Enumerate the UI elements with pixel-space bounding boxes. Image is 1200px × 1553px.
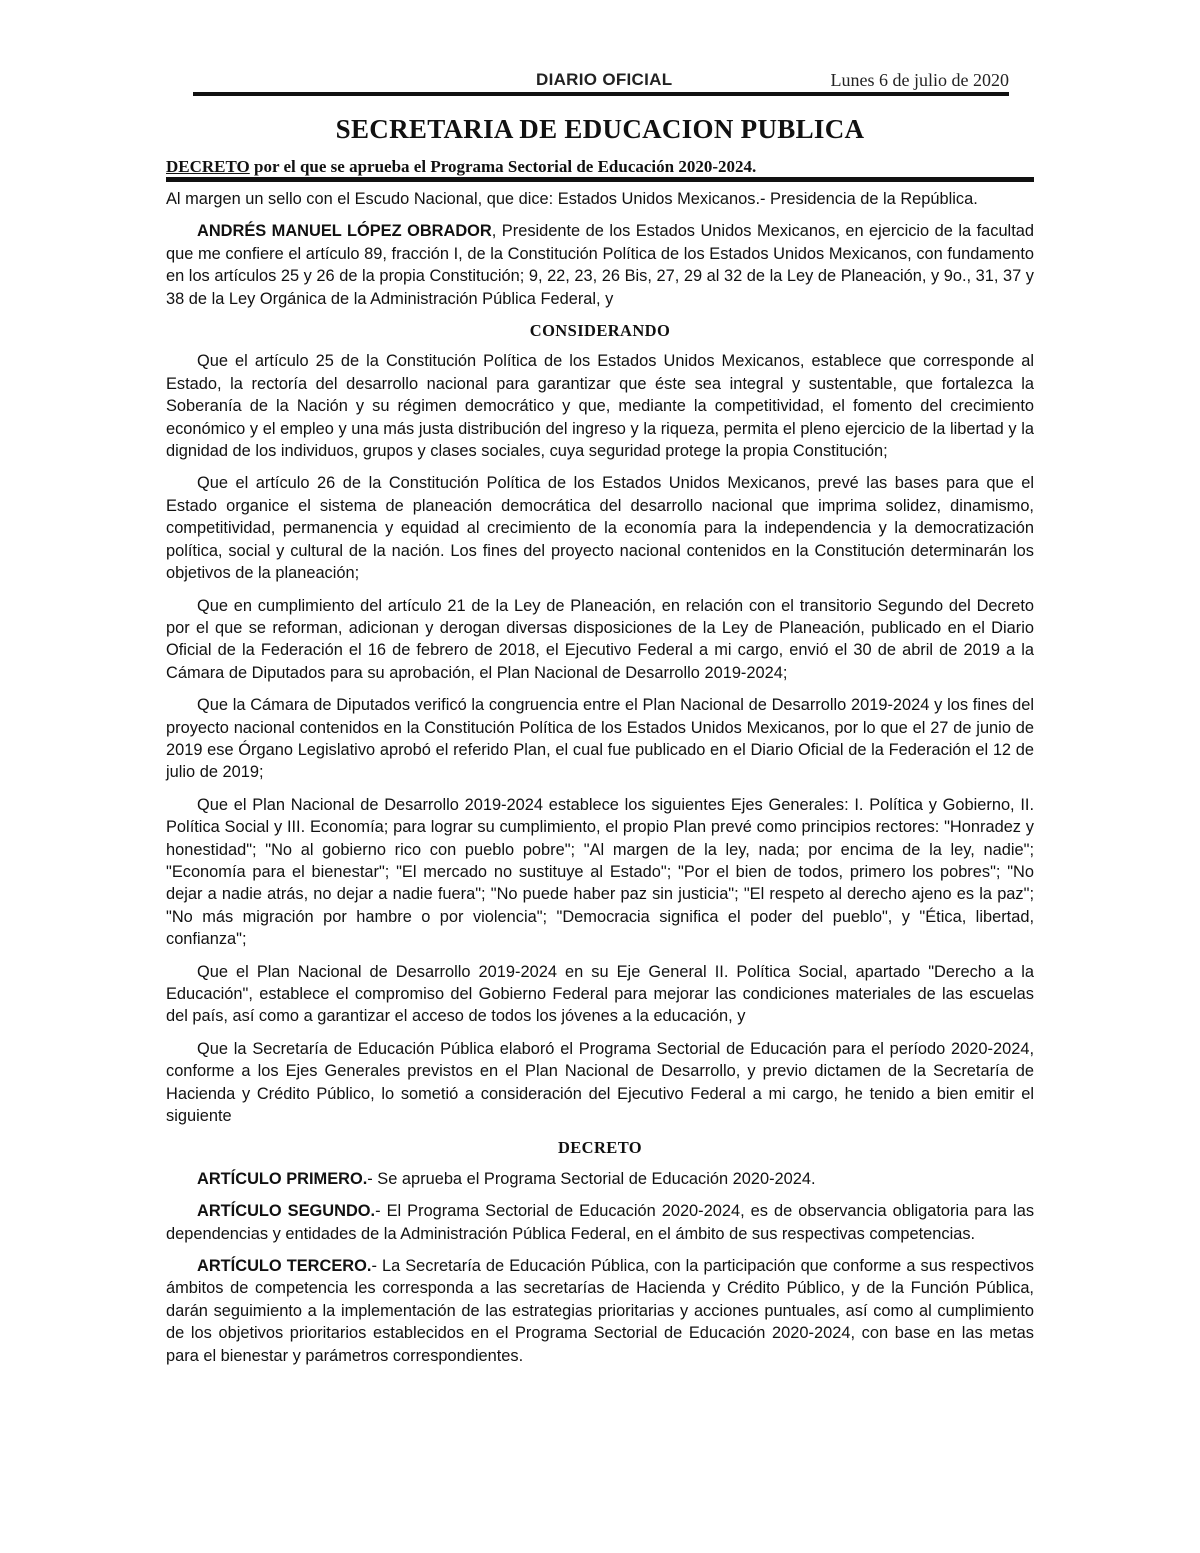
considerando-paragraph: Que el Plan Nacional de Desarrollo 2019-2024 en su Eje General II. Política Social, apartado "Derecho a la Educación", establece el compromiso del Gobierno Federal para mejorar las condiciones materiales de las escuelas del país, así como a garantizar el acceso de todos los jóvenes a la educación, y (166, 962, 1034, 1026)
document-body (166, 188, 1034, 1377)
publication-date: Lunes 6 de julio de 2020 (830, 70, 1009, 90)
considerando-paragraph: Que la Cámara de Diputados verificó la congruencia entre el Plan Nacional de Desarrollo 2019-2024 y los fines del proyecto nacional contenidos en la Constitución Política de los Estados Unidos Mexicanos, por lo que el 27 de junio de 2019 ese Órgano Legislativo aprobó el referido Plan, el cual fue publicado en el Diario Oficial de la Federación el 12 de julio de 2019; (166, 696, 1034, 782)
considerando-paragraph: Que la Secretaría de Educación Pública elaboró el Programa Sectorial de Educación para el período 2020-2024, conforme a los Ejes Generales previstos en el Plan Nacional de Desarrollo, y previo dictamen de la Secretaría de Hacienda y Crédito Público, lo sometió a consideración del Ejecutivo Federal a mi cargo, he tenido a bien emitir el siguiente (166, 1039, 1034, 1126)
publication-name: DIARIO OFICIAL (536, 70, 673, 89)
article-paragraph (166, 1200, 1034, 1245)
considerando-paragraph: Que el artículo 25 de la Constitución Política de los Estados Unidos Mexicanos, establece que corresponde al Estado, la rectoría del desarrollo nacional para garantizar que éste sea integral y sustentable, que fortalezca la Soberanía de la Nación y su régimen democrático y que, mediante la competitividad, el fomento del crecimiento económico y el empleo y una más justa distribución del ingreso y la riqueza, permita el pleno ejercicio de la libertad y la dignidad de los individuos, grupos y clases sociales, cuya seguridad protege la propia Constitución; (166, 352, 1034, 461)
title-rule (166, 177, 1034, 182)
intro-paragraph: Al margen un sello con el Escudo Nacional, que dice: Estados Unidos Mexicanos.- Presidencia de la República. (166, 190, 978, 208)
considerando-paragraph: Que el Plan Nacional de Desarrollo 2019-2024 establece los siguientes Ejes Generales: I. Política y Gobierno, II. Política Social y III. Economía; para lograr su cumplimiento, el propio Plan prevé como principios rectores: "Honradez y honestidad"; "No al gobierno rico con pueblo pobre"; "Al margen de la ley, nada; por encima de la ley, nadie"; "Economía para el bienestar"; "El mercado no sustituye al Estado"; "Por el bien de todos, primero los pobres"; "No dejar a nadie atrás, no dejar a nadie fuera"; "No puede haber paz sin justicia"; "El respeto al derecho ajeno es la paz"; "No más migración por hambre o por violencia"; "Democracia significa el poder del pueblo", y "Ética, libertad, confianza"; (166, 795, 1034, 949)
considerando-heading: CONSIDERANDO (529, 321, 671, 341)
preamble-text: , Presidente de los Estados Unidos Mexicanos, en ejercicio de la facultad que me confiere el artículo 89, fracción I, de la Constitución Política de los Estados Unidos Mexicanos, con fundamento en los artículos 25 y 26 de la propia Constitución; 9, 22, 23, 26 Bis, 27, 29 al 32 de la Ley de Planeación, y 9o., 31, 37 y 38 de la Ley Orgánica de la Administración Pública Federal, y (166, 222, 1034, 308)
subtitle-rest: por el que se aprueba el Programa Sectorial de Educación 2020-2024. (249, 157, 757, 176)
page-header (193, 70, 1009, 94)
article-label: ARTÍCULO TERCERO. (197, 1257, 372, 1276)
decreto-heading: DECRETO (557, 1138, 643, 1158)
article-label: ARTÍCULO SEGUNDO. (197, 1202, 376, 1221)
article-label: ARTÍCULO PRIMERO. (197, 1169, 368, 1188)
header-rule (193, 92, 1009, 96)
considerando-paragraph: Que el artículo 26 de la Constitución Política de los Estados Unidos Mexicanos, prevé las bases para que el Estado organice el sistema de planeación democrática del desarrollo nacional que imprima solidez, dinamismo, competitividad, permanencia y equidad al crecimiento de la economía para la independencia y la democratización política, social y cultural de la nación. Los fines del proyecto nacional contenidos en la Constitución determinarán los objetivos de la planeación; (166, 474, 1034, 583)
page-title: SECRETARIA DE EDUCACION PUBLICA (335, 114, 865, 144)
article-paragraph (166, 1168, 1034, 1190)
article-text: - Se aprueba el Programa Sectorial de Educación 2020-2024. (367, 1169, 816, 1188)
considerando-paragraph: Que en cumplimiento del artículo 21 de la Ley de Planeación, en relación con el transitorio Segundo del Decreto por el que se reforman, adicionan y derogan diversas disposiciones de la Ley de Planeación, publicado en el Diario Oficial de la Federación el 16 de febrero de 2018, el Ejecutivo Federal a mi cargo, envió el 30 de abril de 2019 a la Cámara de Diputados para su aprobación, el Plan Nacional de Desarrollo 2019-2024; (166, 596, 1034, 682)
president-name: ANDRÉS MANUEL LÓPEZ OBRADOR (197, 222, 492, 241)
preamble-paragraph (166, 220, 1034, 310)
decree-subtitle (166, 157, 756, 177)
subtitle-lead: DECRETO (166, 157, 250, 176)
article-paragraph (166, 1255, 1034, 1367)
article-text: - La Secretaría de Educación Pública, con la participación que conforme a sus respectivos ámbitos de competencia les corresponda a las secretarías de Hacienda y Crédito Público, y de la Función Pública, darán seguimiento a la implementación de las estrategias prioritarias y acciones puntuales, así como al cumplimiento de los objetivos prioritarios establecidos en el Programa Sectorial de Educación 2020-2024, con base en las metas para el bienestar y parámetros correspondientes. (166, 1257, 1034, 1365)
article-text: - El Programa Sectorial de Educación 2020-2024, es de observancia obligatoria para las dependencias y entidades de la Administración Pública Federal, en el ámbito de sus respectivas competencias. (166, 1202, 1035, 1243)
